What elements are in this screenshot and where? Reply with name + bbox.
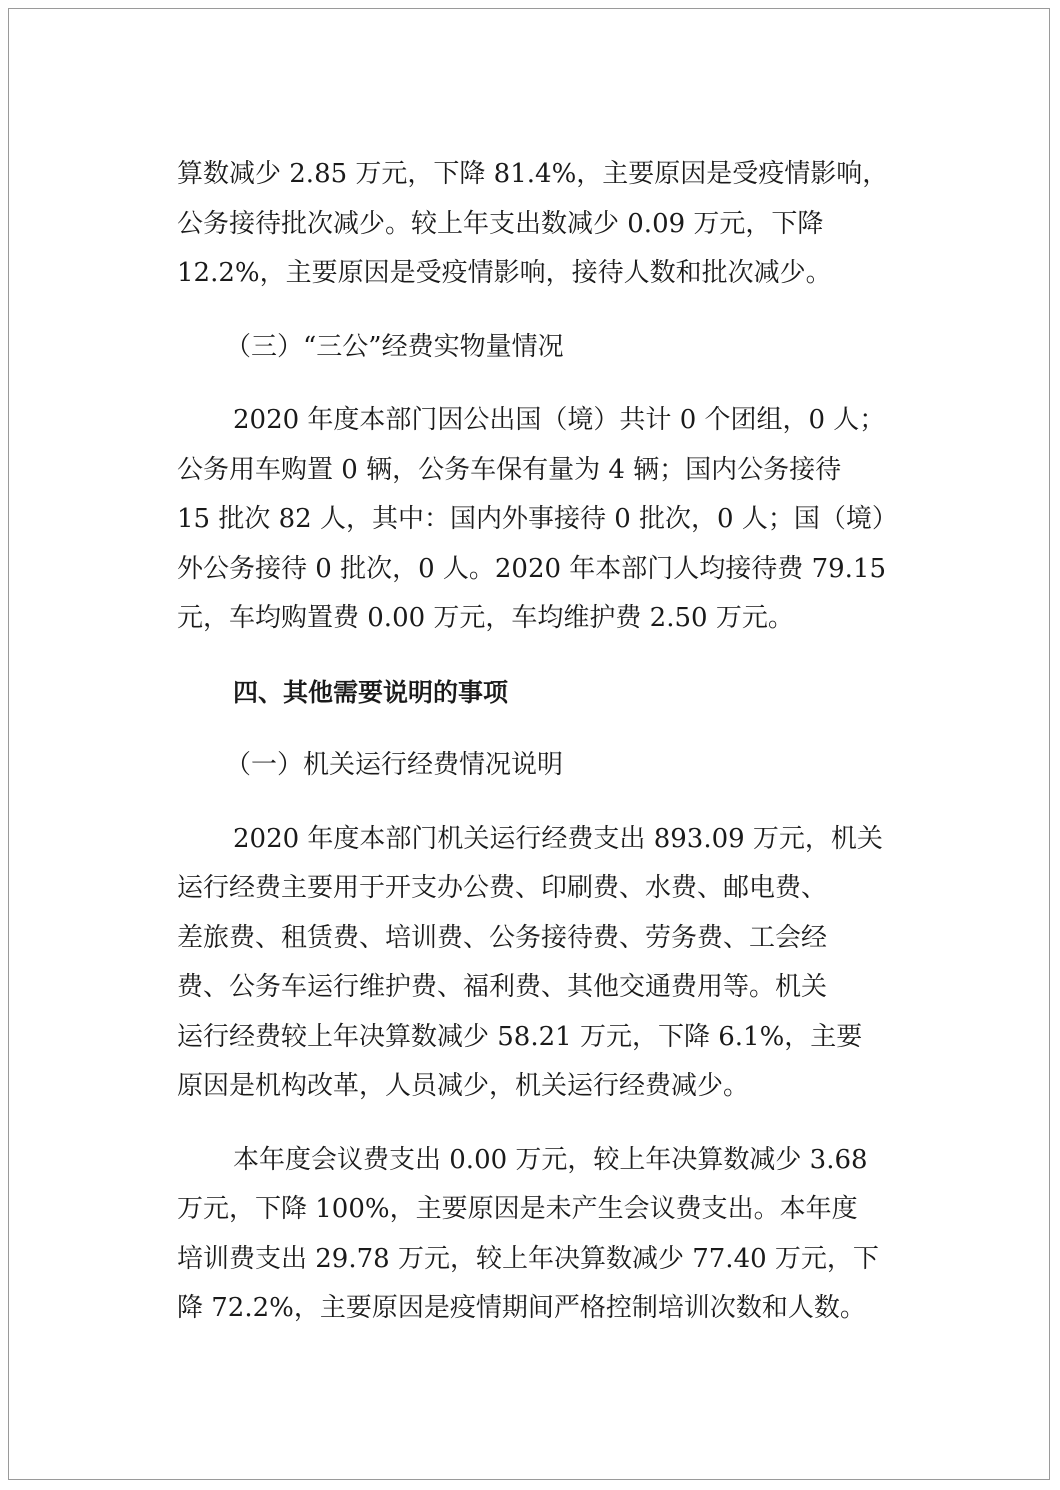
page-frame bbox=[8, 8, 1050, 1480]
paragraph-meeting-training bbox=[177, 1136, 927, 1334]
document-body bbox=[177, 150, 927, 1334]
paragraph-san-gong-reception-continued bbox=[177, 150, 927, 299]
text-line: 原因是机构改革，人员减少，机关运行经费减少。 bbox=[177, 1071, 750, 1101]
section-heading-3 bbox=[177, 323, 927, 373]
text-line: 12.2%，主要原因是受疫情影响，接待人数和批次减少。 bbox=[177, 258, 832, 288]
text-line: 公务接待批次减少。较上年支出数减少 0.09 万元，下降 bbox=[177, 208, 824, 239]
text-line: 万元，下降 100%，主要原因是未产生会议费支出。本年度 bbox=[177, 1194, 858, 1224]
text-line: 费、公务车运行维护费、福利费、其他交通费用等。机关 bbox=[177, 972, 828, 1002]
text-line: 2020 年度本部门机关运行经费支出 893.09 万元，机关 bbox=[233, 823, 883, 854]
heading-text: （三）“三公”经费实物量情况 bbox=[225, 331, 564, 362]
text-line: 公务用车购置 0 辆，公务车保有量为 4 辆；国内公务接待 bbox=[177, 454, 842, 485]
heading-text: 四、其他需要说明的事项 bbox=[233, 677, 509, 707]
text-line: 15 批次 82 人，其中：国内外事接待 0 批次，0 人；国（境） bbox=[177, 504, 898, 534]
text-line: 运行经费主要用于开支办公费、印刷费、水费、邮电费、 bbox=[177, 873, 828, 903]
text-line: 培训费支出 29.78 万元，较上年决算数减少 77.40 万元，下 bbox=[177, 1243, 879, 1274]
text-line: 降 72.2%，主要原因是疫情期间严格控制培训次数和人数。 bbox=[177, 1293, 866, 1323]
text-line: 运行经费较上年决算数减少 58.21 万元，下降 6.1%，主要 bbox=[177, 1021, 863, 1052]
heading-text: （一）机关运行经费情况说明 bbox=[225, 750, 564, 780]
section-heading-4-1 bbox=[177, 741, 927, 791]
section-heading-4 bbox=[177, 668, 927, 718]
text-line: 外公务接待 0 批次，0 人。2020 年本部门人均接待费 79.15 bbox=[177, 553, 887, 584]
paragraph-physical-quantity bbox=[177, 396, 927, 644]
text-line: 元，车均购置费 0.00 万元，车均维护费 2.50 万元。 bbox=[177, 603, 794, 633]
paragraph-operating-expenses bbox=[177, 815, 927, 1112]
text-line: 2020 年度本部门因公出国（境）共计 0 个团组，0 人； bbox=[233, 405, 886, 435]
text-line: 本年度会议费支出 0.00 万元，较上年决算数减少 3.68 bbox=[233, 1144, 868, 1175]
text-line: 算数减少 2.85 万元，下降 81.4%，主要原因是受疫情影响， bbox=[177, 159, 889, 189]
text-line: 差旅费、租赁费、培训费、公务接待费、劳务费、工会经 bbox=[177, 922, 828, 953]
